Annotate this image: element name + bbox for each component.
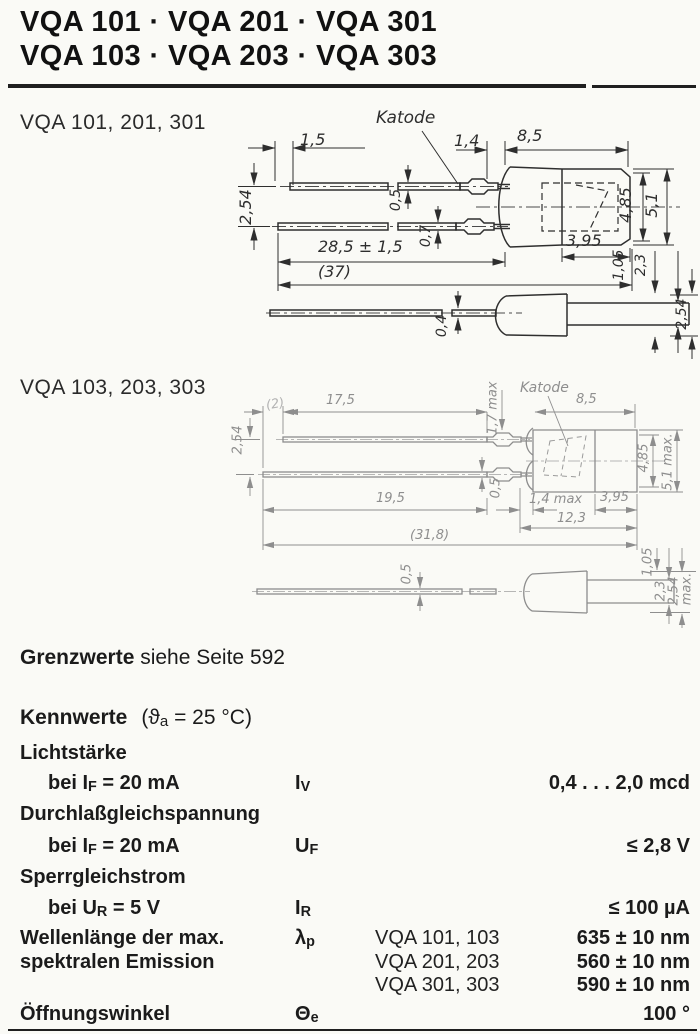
row-type: VQA 301, 303 (375, 974, 500, 996)
row-value: ≤ 100 µA (608, 897, 690, 919)
dim-label-lead-th-side: 0,4 (434, 314, 450, 338)
dim-label-cap-h: 2,3 (633, 253, 649, 277)
dim-label-cap-h: 2,3 (653, 580, 669, 602)
dim-label-offset: (2) (264, 395, 286, 414)
dim-label-cap-dia: 2,54 (666, 576, 682, 606)
dim-label-lead-th-side: 0,5 (399, 563, 415, 585)
dim-label-notch: 1,05 (611, 249, 627, 281)
footer-rule (8, 1029, 697, 1031)
dim-label-cyl-len: 3,95 (600, 490, 629, 505)
dim-label-lead-pitch: 2,54 (230, 425, 246, 455)
dim-label-lead-pitch: 2,54 (236, 189, 255, 225)
row-condition: bei UR = 5 V (48, 897, 161, 920)
page-title-line2: VQA 103 · VQA 203 · VQA 303 (20, 40, 437, 72)
dim-label-lead-th-top: 0,5 (388, 188, 404, 212)
row-symbol: Θe (295, 1003, 319, 1026)
dim-label-dia-inner: 4,85 (616, 187, 635, 223)
row-param-label: Sperrgleichstrom (20, 866, 186, 888)
dim-label-offset: 1,5 (300, 130, 326, 149)
dim-label-crimp-w: 1,7 max (485, 381, 501, 435)
limits-rest: siehe Seite 592 (134, 646, 285, 669)
drawing2-label: VQA 103, 203, 303 (20, 376, 206, 399)
row-symbol: IV (295, 772, 311, 795)
technical-drawing-2 (230, 378, 700, 640)
dim-label-total-len: (31,8) (410, 528, 450, 543)
row-value: 0,4 . . . 2,0 mcd (548, 772, 690, 794)
row-symbol: λp (295, 927, 315, 950)
row-value: 635 ± 10 nm (576, 927, 690, 949)
row-symbol: UF (295, 835, 319, 858)
row-value: 560 ± 10 nm (576, 951, 690, 973)
row-value: ≤ 2,8 V (626, 835, 690, 857)
katode-label: Katode (520, 380, 569, 396)
dim-label-cap-dia-max: max. (679, 572, 695, 606)
dim-label-total-len: (37) (318, 262, 351, 281)
dim-label-dia-outer: 5,1 max. (660, 433, 676, 491)
dim-label-lead-bot: 19,5 (376, 491, 405, 506)
drawing1-label: VQA 101, 201, 301 (20, 111, 206, 134)
title-rule-right (592, 85, 696, 88)
dim-label-body-total: 12,3 (557, 511, 586, 526)
row-condition: bei IF = 20 mA (48, 772, 180, 795)
row-param-label-line2: spektralen Emission (20, 951, 215, 973)
limits-line (20, 647, 285, 669)
technical-drawing-2-linework (230, 378, 700, 640)
page-title-line1: VQA 101 · VQA 201 · VQA 301 (20, 6, 437, 38)
technical-drawing-1 (230, 105, 700, 373)
dim-label-notch: 1,05 (640, 547, 656, 577)
dim-label-dia-inner: 4,85 (636, 443, 652, 473)
dim-label-cyl-len: 3,95 (566, 231, 602, 250)
row-param-label-line1: Wellenlänge der max. (20, 927, 225, 949)
dim-label-body-len: 8,5 (576, 392, 597, 407)
row-value: 100 ° (643, 1003, 690, 1025)
title-rule-left (8, 84, 586, 88)
row-value: 590 ± 10 nm (576, 974, 690, 996)
dim-label-body-len: 8,5 (517, 126, 543, 145)
characteristics-heading (20, 707, 252, 730)
dim-label-lead-th: 0,5 (488, 477, 504, 499)
dim-label-crimp: 1,4 (454, 131, 480, 150)
row-param-label: Öffnungswinkel (20, 1003, 170, 1025)
limits-bold: Grenzwerte (20, 646, 135, 669)
row-symbol: IR (295, 897, 311, 920)
dim-label-dome: 1,4 max (529, 492, 583, 507)
row-type: VQA 101, 103 (375, 927, 500, 949)
characteristics-heading-bold: Kennwerte (20, 706, 128, 729)
characteristics-condition: (ϑa = 25 °C) (141, 706, 252, 730)
row-param-label: Lichtstärke (20, 742, 127, 764)
dim-label-lead-len: 28,5 ± 1,5 (318, 237, 403, 256)
dim-label-cap-dia: 2,54 (674, 298, 690, 330)
row-condition: bei IF = 20 mA (48, 835, 180, 858)
dim-label-dia-outer: 5,1 (642, 192, 661, 218)
dim-label-lead-top: 17,5 (326, 393, 355, 408)
row-type: VQA 201, 203 (375, 951, 500, 973)
katode-label: Katode (376, 108, 436, 128)
row-param-label: Durchlaßgleichspannung (20, 803, 261, 825)
dim-label-lead-th-bot: 0,7 (418, 224, 434, 248)
